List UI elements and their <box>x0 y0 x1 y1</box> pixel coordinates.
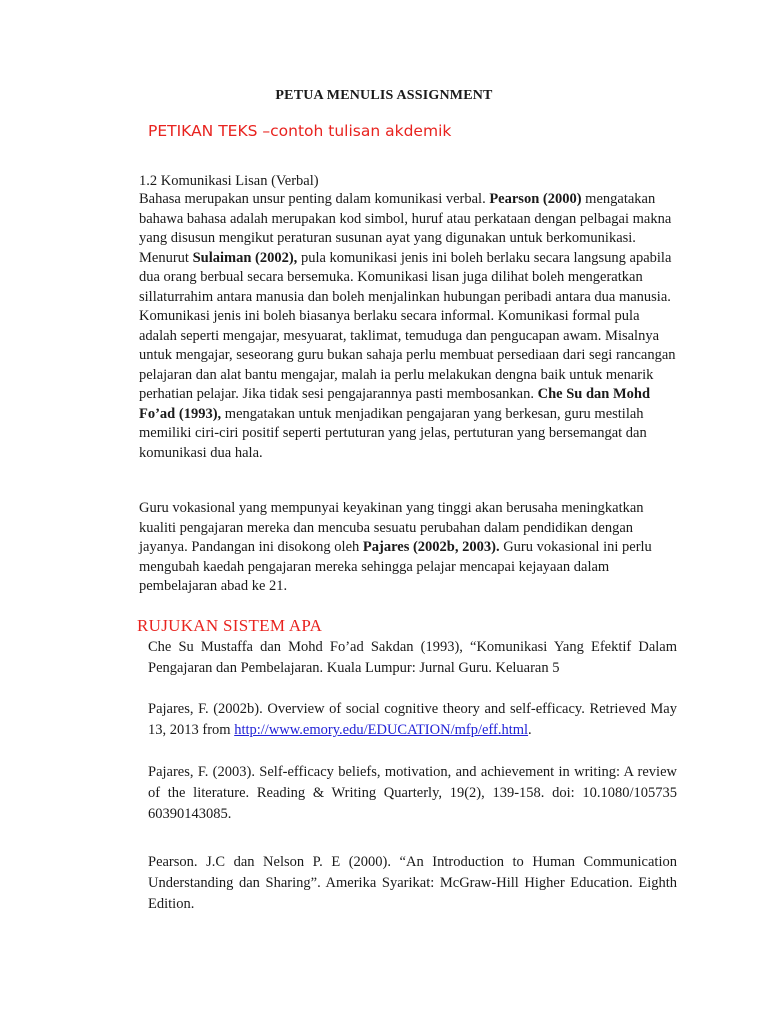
reference-item <box>148 699 677 741</box>
citation-pajares: Pajares (2002b, 2003). <box>362 539 500 555</box>
document-title: PETUA MENULIS ASSIGNMENT <box>275 88 493 103</box>
reference-item: Pearson. J.C dan Nelson P. E (2000). “An Introduction to Human Communication Understanding dan Sharing”. Amerika Syarikat: McGraw-Hill Higher Education. Eighth Edition. <box>148 854 677 912</box>
excerpt-heading: PETIKAN TEKS –contoh tulisan akdemik <box>148 122 452 140</box>
citation-pearson: Pearson (2000) <box>489 191 582 207</box>
section-title: 1.2 Komunikasi Lisan (Verbal) <box>139 173 319 189</box>
para1-text-4: mengatakan untuk menjadikan pengajaran yang berkesan, guru mestilah memiliki ciri-ciri positif seperti pertuturan yang jelas, pertuturan yang bersemangat dan komunikasi dua hala. <box>139 405 647 461</box>
para1-text-3: pula komunikasi jenis ini boleh berlaku secara langsung apabila dua orang berbual secara bersemuka. Komunikasi lisan juga dilihat boleh mengeratkan sillaturrahim antara manusia dan boleh menjalinkan hubungan peribadi antara dua manusia. Komunikasi jenis ini boleh biasanya berlaku secara informal. Komunikasi formal pula adalah seperti mengajar, mesyuarat, taklimat, temuduga dan pengucapan awam. Misalnya untuk mengajar, seseorang guru bukan sahaja perlu membuat persediaan dari segi rancangan pelajaran dan alat bantu mengajar, malah ia perlu melakukan dengna baik untuk menarik perhatian pelajar. Jika tidak sesi pengajarannya pasti membosankan. <box>139 249 676 402</box>
reference-link[interactable]: http://www.emory.edu/EDUCATION/mfp/eff.html <box>234 722 529 738</box>
para1-text-2: mengatakan bahawa bahasa adalah merupakan kod simbol, huruf atau perkataan dengan pelbagai makna yang disusun mengikut peraturan susunan ayat yang digunakan untuk berkomunikasi. Menurut <box>139 191 672 266</box>
para2-text-2: Guru vokasional ini perlu mengubah kaedah pengajaran mereka sehingga pelajar mencapai kejayaan dalam pembelajaran abad ke 21. <box>139 539 652 594</box>
reference-item: Pajares, F. (2003). Self-efficacy beliefs, motivation, and achievement in writing: A review of the literature. Reading & Writing Quarterly, 19(2), 139-158. doi: 10.1080/105735 60390143085. <box>148 764 677 822</box>
body-paragraph-2 <box>139 499 679 597</box>
citation-che-su: Che Su dan Mohd Fo’ad (1993), <box>139 386 651 422</box>
para1-text-1: Bahasa merupakan unsur penting dalam komunikasi verbal. <box>139 191 490 207</box>
body-paragraph-1 <box>139 190 679 463</box>
references-heading: RUJUKAN SISTEM APA <box>137 616 323 635</box>
para2-text-1: Guru vokasional yang mempunyai keyakinan yang tinggi akan berusaha meningkatkan kualiti pengajaran mereka dan mencuba sesuatu perubahan dalam pendidikan dengan jayanya. Pandangan ini disokong oleh <box>139 500 644 555</box>
reference-text: Pajares, F. (2002b). Overview of social cognitive theory and self-efficacy. Retrieved May 13, 2013 from <box>148 701 677 738</box>
reference-item: Che Su Mustaffa dan Mohd Fo’ad Sakdan (1993), “Komunikasi Yang Efektif Dalam Pengajaran dan Pembelajaran. Kuala Lumpur: Jurnal Guru. Keluaran 5 <box>148 639 677 676</box>
citation-sulaiman: Sulaiman (2002), <box>192 249 298 266</box>
reference-text-end: . <box>528 722 532 738</box>
